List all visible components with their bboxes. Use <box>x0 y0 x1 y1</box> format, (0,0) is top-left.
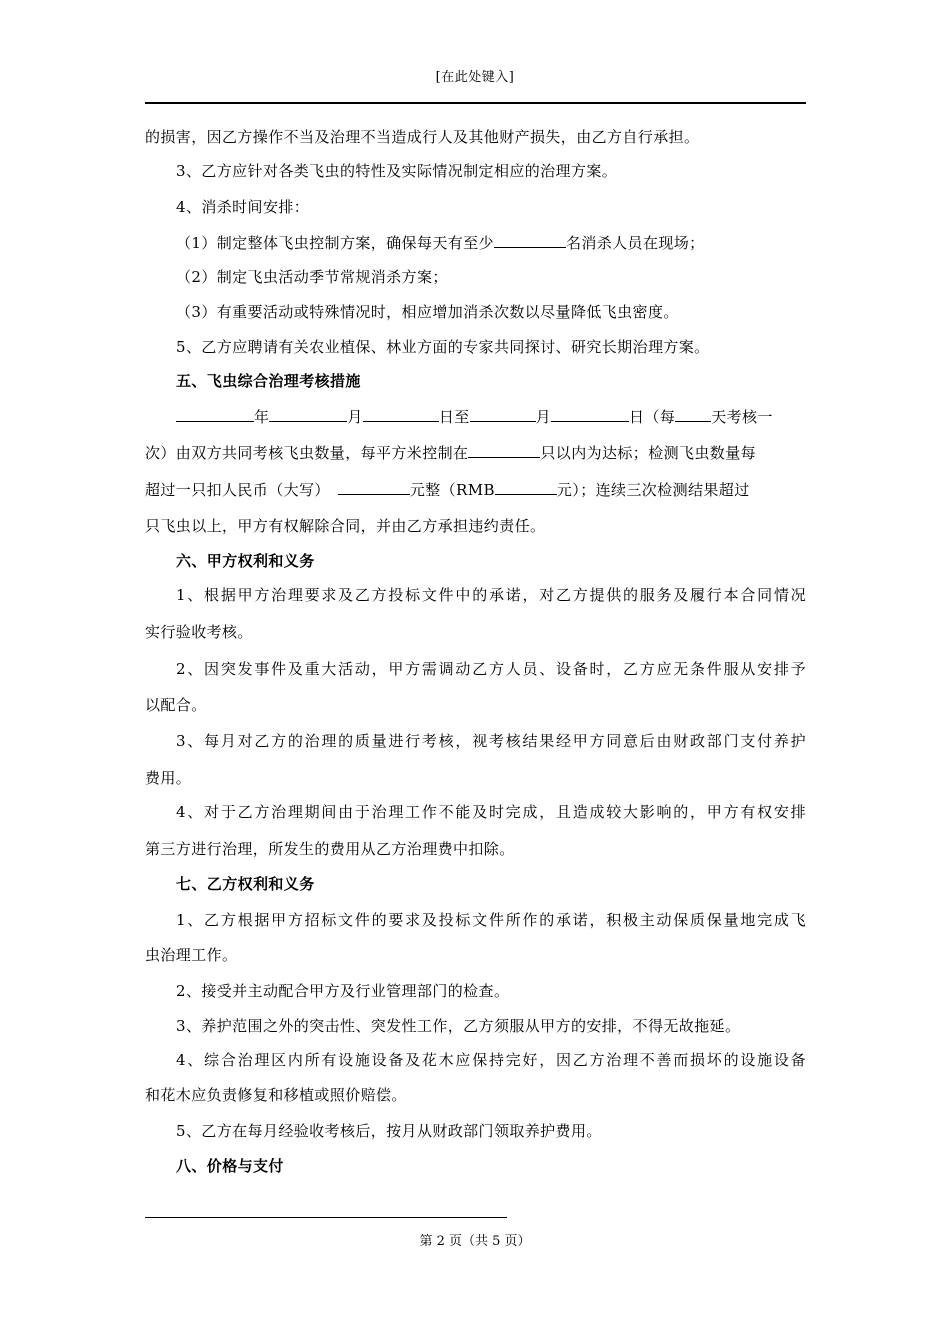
paragraph-line: 第三方进行治理，所发生的费用从乙方治理费中扣除。 <box>145 840 515 858</box>
line-text: 次）由双方共同考核飞虫数量，每平方米控制在 <box>145 444 469 462</box>
line-text: 元整（RMB <box>409 481 495 499</box>
fill-blank[interactable] <box>468 442 540 458</box>
paragraph-line: 5、乙方在每月经验收考核后，按月从财政部门领取养护费用。 <box>176 1122 602 1140</box>
fill-blank[interactable] <box>269 406 347 422</box>
paragraph-line <box>176 406 806 426</box>
paragraph-line: 4、消杀时间安排： <box>176 198 310 216</box>
fill-blank[interactable] <box>494 232 566 248</box>
paragraph-line <box>145 442 806 462</box>
fill-blank[interactable] <box>495 479 557 495</box>
paragraph-line: 3、养护范围之外的突击性、突发性工作，乙方须服从甲方的安排，不得无故拖延。 <box>176 1017 741 1035</box>
section-heading: 六、甲方权利和义务 <box>176 552 315 570</box>
line-text: 月 <box>347 408 363 426</box>
fill-blank[interactable] <box>363 406 439 422</box>
paragraph-line <box>145 479 806 499</box>
paragraph-line: 3、每月对乙方的治理的质量进行考核，视考核结果经甲方同意后由财政部门支付养护 <box>176 732 806 750</box>
paragraph-line: 4、对于乙方治理期间由于治理工作不能及时完成，且造成较大影响的，甲方有权安排 <box>176 803 806 821</box>
section-heading: 五、飞虫综合治理考核措施 <box>176 372 361 390</box>
line-text: 月 <box>535 408 552 426</box>
line-text: 超过一只扣人民币（大写） <box>145 481 330 499</box>
paragraph-line: 以配合。 <box>145 696 207 714</box>
paragraph-line: 3、乙方应针对各类飞虫的特性及实际情况制定相应的治理方案。 <box>176 162 618 180</box>
footer-divider <box>145 1217 507 1218</box>
page-header: [在此处键入] <box>435 70 515 85</box>
paragraph-line: （3）有重要活动或特殊情况时，相应增加消杀次数以尽量降低飞虫密度。 <box>176 303 679 321</box>
page-footer: 第 2 页（共 5 页） <box>419 1234 531 1249</box>
fill-blank[interactable] <box>338 479 410 495</box>
line-text: （1）制定整体飞虫控制方案，确保每天有至少 <box>176 234 494 252</box>
line-text: 日至 <box>438 408 470 426</box>
paragraph-line: 只飞虫以上，甲方有权解除合同，并由乙方承担违约责任。 <box>145 517 546 535</box>
paragraph-line: 2、因突发事件及重大活动，甲方需调动乙方人员、设备时，乙方应无条件服从安排予 <box>176 660 806 678</box>
line-text: 天考核一 <box>711 408 773 426</box>
paragraph-line: 和花木应负责修复和移植或照价赔偿。 <box>145 1086 407 1104</box>
paragraph-line: 费用。 <box>145 769 192 787</box>
fill-blank[interactable] <box>176 406 254 422</box>
paragraph-line: （2）制定飞虫活动季节常规消杀方案； <box>176 268 448 286</box>
paragraph-line <box>176 232 806 252</box>
line-text: 只以内为达标；检测飞虫数量每 <box>540 444 757 462</box>
paragraph-line: 实行验收考核。 <box>145 623 253 641</box>
fill-blank[interactable] <box>551 406 629 422</box>
paragraph-line: 5、乙方应聘请有关农业植保、林业方面的专家共同探讨、研究长期治理方案。 <box>176 338 710 356</box>
paragraph-line: 的损害，因乙方操作不当及治理不当造成行人及其他财产损失，由乙方自行承担。 <box>145 128 700 146</box>
paragraph-line: 1、根据甲方治理要求及乙方投标文件中的承诺，对乙方提供的服务及履行本合同情况 <box>176 586 806 604</box>
line-text: 元）；连续三次检测结果超过 <box>556 481 750 499</box>
paragraph-line: 4、综合治理区内所有设施设备及花木应保持完好，因乙方治理不善而损坏的设施设备 <box>176 1051 806 1069</box>
paragraph-line: 虫治理工作。 <box>145 946 238 964</box>
fill-blank[interactable] <box>675 406 711 422</box>
line-text: 日（每 <box>629 408 676 426</box>
header-divider <box>145 102 806 104</box>
line-text: 名消杀人员在现场； <box>565 234 705 252</box>
paragraph-line: 1、乙方根据甲方招标文件的要求及投标文件所作的承诺，积极主动保质保量地完成飞 <box>176 911 806 929</box>
line-text: 年 <box>254 408 270 426</box>
paragraph-line: 2、接受并主动配合甲方及行业管理部门的检查。 <box>176 982 510 1000</box>
section-heading: 八、价格与支付 <box>176 1157 284 1175</box>
fill-blank[interactable] <box>470 406 536 422</box>
section-heading: 七、乙方权利和义务 <box>176 875 315 893</box>
